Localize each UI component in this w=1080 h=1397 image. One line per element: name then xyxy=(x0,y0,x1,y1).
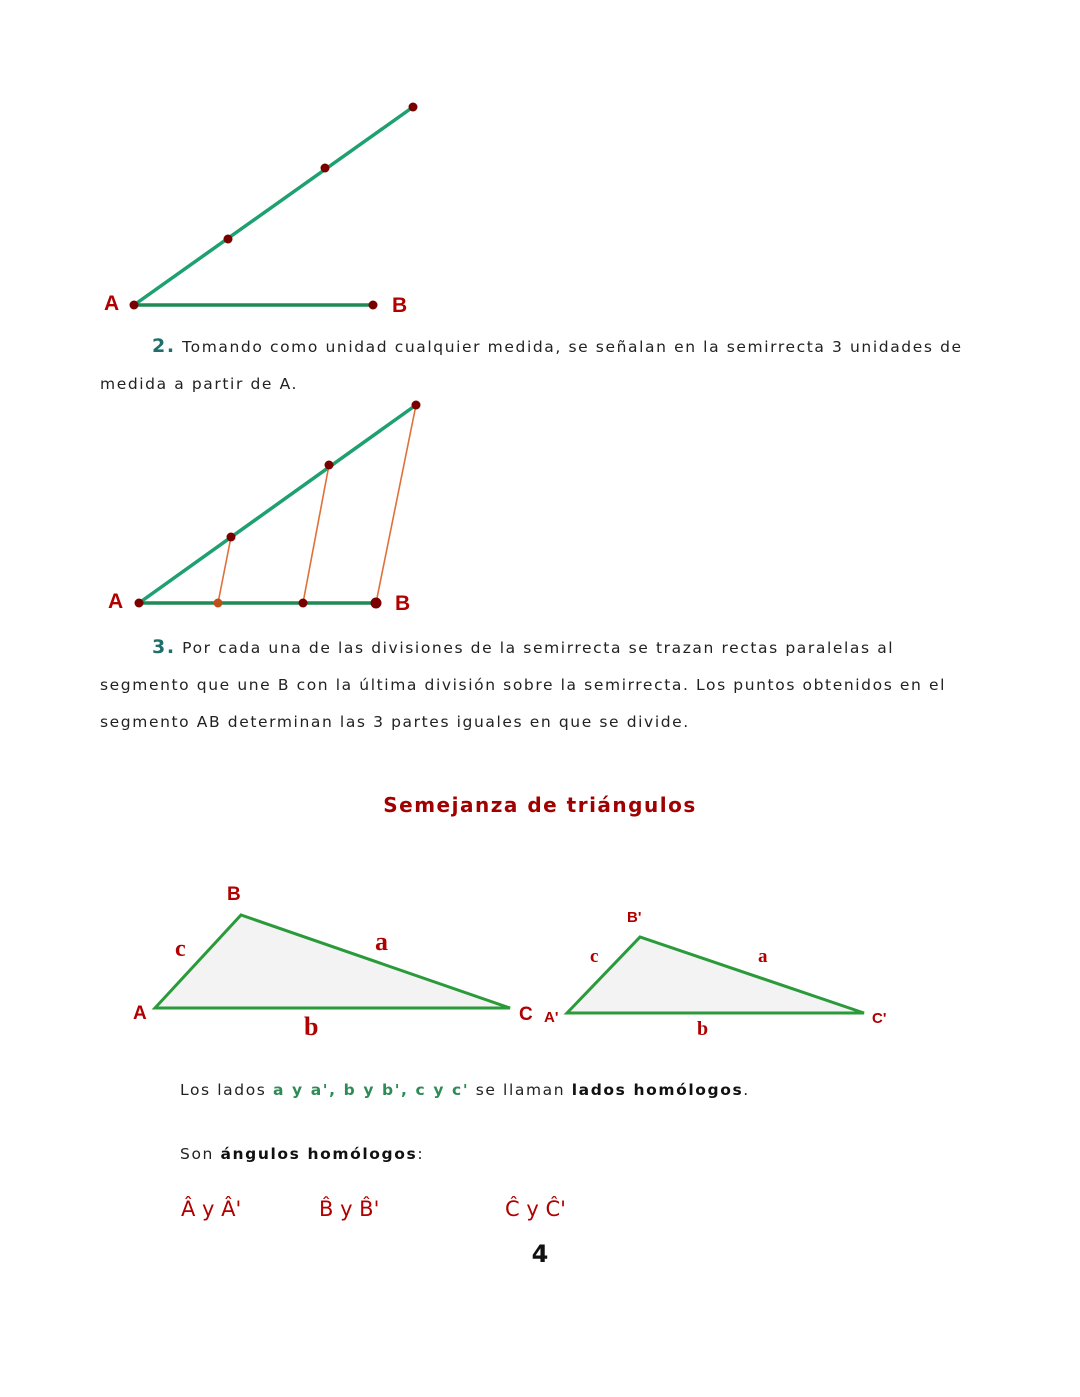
figure-step2 xyxy=(108,401,421,616)
vertex-c: C xyxy=(519,1004,533,1025)
side-c-prime: c xyxy=(590,946,599,967)
division-point-1 xyxy=(214,599,223,608)
angle-pair-b: B̂ y B̂' xyxy=(319,1197,380,1221)
angles-sentence xyxy=(180,1136,424,1173)
term-angulos-homologos: ángulos homólogos xyxy=(220,1145,418,1163)
term-lados-homologos: lados homólogos xyxy=(571,1081,744,1099)
side-b: b xyxy=(304,1012,319,1041)
text: : xyxy=(417,1145,425,1163)
step-number: 3. xyxy=(152,636,176,658)
side-c: c xyxy=(175,936,186,962)
label-b: B xyxy=(392,294,408,317)
side-a-prime: a xyxy=(758,946,768,967)
vertex-a-prime: A' xyxy=(544,1009,559,1026)
point-a xyxy=(130,301,139,310)
point-a xyxy=(135,599,144,608)
vertex-a: A xyxy=(133,1003,147,1024)
ray-point-2 xyxy=(325,461,334,470)
step2-text-line1: Tomando como unidad cualquier medida, se señalan en la semirrecta 3 unidades de xyxy=(182,338,963,356)
ray xyxy=(134,107,413,305)
page-number: 4 xyxy=(531,1240,549,1268)
angle-pair-c: Ĉ y Ĉ' xyxy=(505,1197,566,1221)
step3-text-line1: Por cada una de las divisiones de la semirrecta se trazan rectas paralelas al xyxy=(182,639,895,657)
text: . xyxy=(743,1081,750,1099)
parallel-line-2 xyxy=(303,465,329,603)
vertex-b: B xyxy=(227,884,241,905)
step2-text-line2: medida a partir de A. xyxy=(100,375,299,393)
section-title: Semejanza de triángulos xyxy=(383,793,697,817)
vertex-b-prime: B' xyxy=(627,909,642,926)
sides-sentence xyxy=(180,1072,750,1109)
text: Son xyxy=(180,1145,214,1163)
side-b-prime: b xyxy=(697,1018,709,1040)
ray-point-1 xyxy=(227,533,236,542)
text: se llaman xyxy=(475,1081,566,1099)
step3-text-line3: segmento AB determinan las 3 partes iguales en que se divide. xyxy=(100,713,690,731)
label-b: B xyxy=(395,592,411,615)
ray xyxy=(139,405,416,603)
figure-step1 xyxy=(104,103,418,318)
similar-triangles-diagram xyxy=(0,870,1080,1050)
step2-paragraph xyxy=(100,328,1000,403)
parallel-line-3 xyxy=(376,405,416,603)
label-a: A xyxy=(104,292,120,315)
triangle-abc-prime xyxy=(567,937,864,1013)
step3-paragraph xyxy=(100,629,1000,741)
point-b xyxy=(371,598,382,609)
triangle-abc xyxy=(155,915,510,1008)
label-a: A xyxy=(108,590,124,613)
side-a: a xyxy=(375,927,388,956)
step-number: 2. xyxy=(152,335,176,357)
point-b xyxy=(369,301,378,310)
vertex-c-prime: C' xyxy=(872,1010,887,1027)
step3-text-line2: segmento que une B con la última división sobre la semirrecta. Los puntos obtenidos en el xyxy=(100,676,947,694)
ray-point-1 xyxy=(224,235,233,244)
ray-point-2 xyxy=(321,164,330,173)
side-pairs: a y a', b y b', c y c' xyxy=(272,1081,470,1099)
ray-point-3 xyxy=(409,103,418,112)
division-point-2 xyxy=(299,599,308,608)
angle-pair-a: Â y Â' xyxy=(181,1197,242,1221)
text: Los lados xyxy=(180,1081,267,1099)
construction-diagrams xyxy=(0,0,1080,640)
